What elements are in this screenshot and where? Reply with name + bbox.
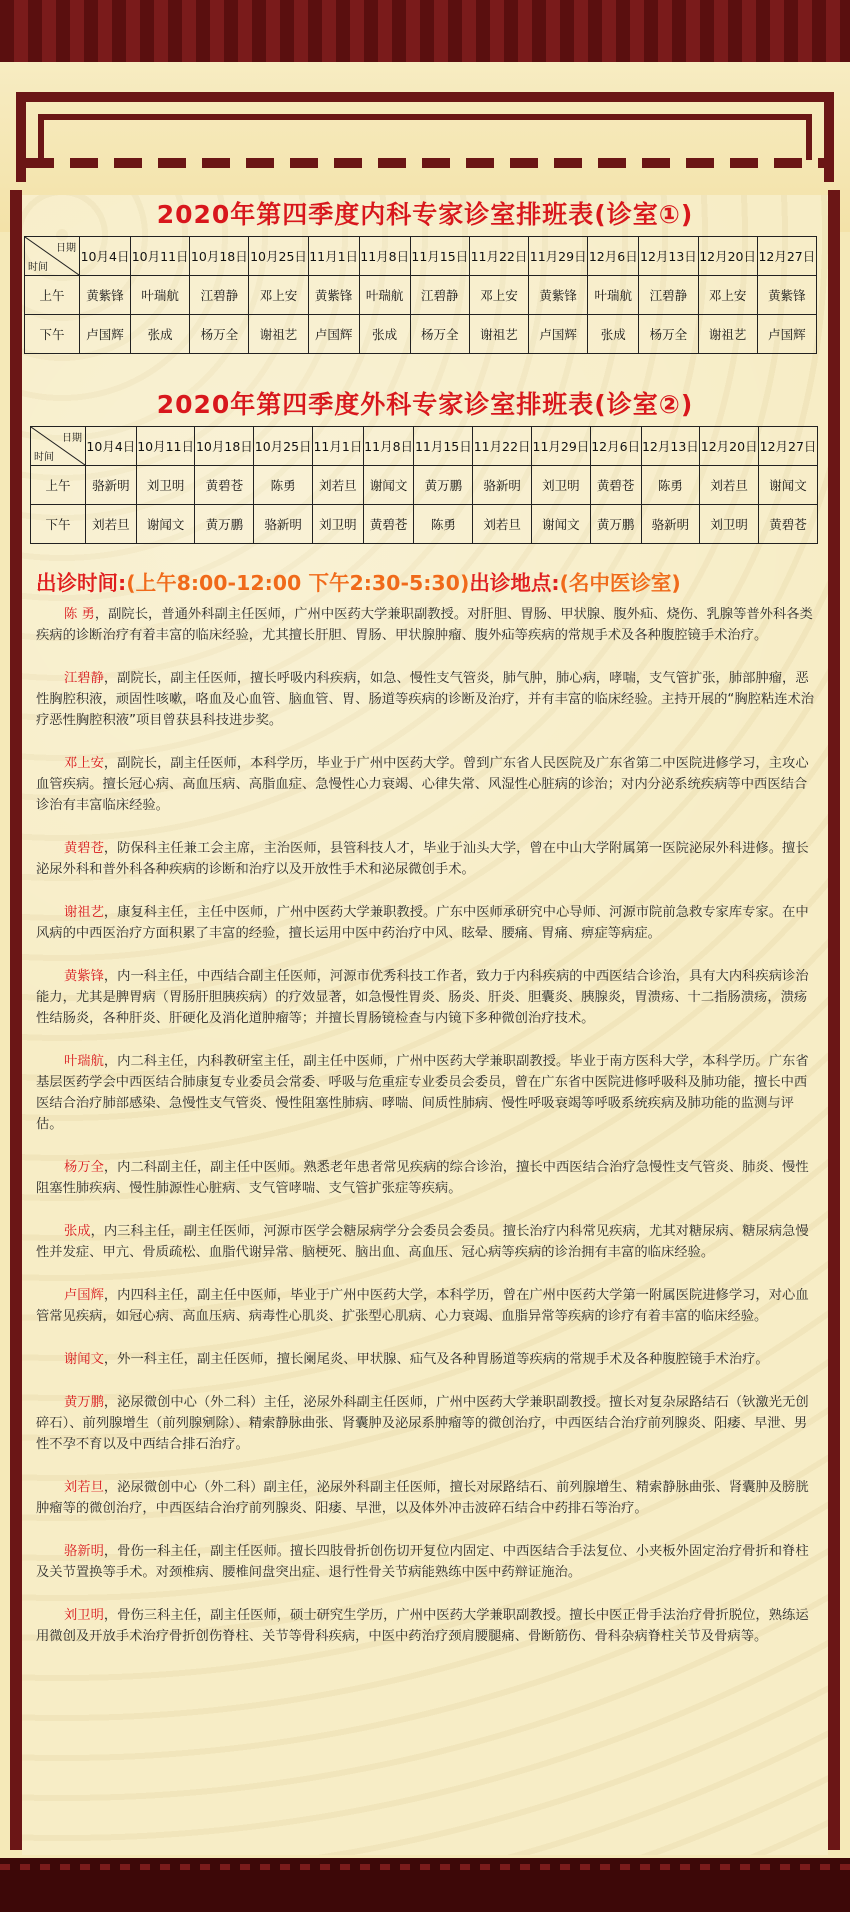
doctor-cell: 陈勇 <box>254 466 313 505</box>
date-header-cell: 11月8日 <box>359 237 410 276</box>
doctor-name: 江碧静 <box>64 671 104 686</box>
period-label: 下午 <box>31 505 86 544</box>
doctor-description: ，外一科主任，副主任医师，擅长阑尾炎、甲状腺、疝气及各种胃肠道等疾病的常规手术及各种腹腔镜手术治疗。 <box>103 1352 769 1367</box>
doctor-cell: 谢闻文 <box>532 505 591 544</box>
place-label: 出诊地点: <box>469 571 560 595</box>
doctor-name: 叶瑞航 <box>64 1054 104 1069</box>
doctor-name: 刘卫明 <box>64 1608 104 1623</box>
doctor-name: 骆新明 <box>64 1544 104 1559</box>
corner-time-label: 时间 <box>34 452 54 463</box>
date-header-cell: 10月4日 <box>80 237 131 276</box>
date-header-cell: 12月6日 <box>588 237 639 276</box>
doctor-cell: 张成 <box>359 315 410 354</box>
doctor-cell: 骆新明 <box>86 466 137 505</box>
left-border <box>10 190 22 1850</box>
doctor-profile <box>36 1051 816 1135</box>
fret-pattern-ornament <box>16 92 834 182</box>
date-header-cell: 12月6日 <box>590 427 641 466</box>
doctor-description: ，内四科主任，副主任中医师，毕业于广州中医药大学，本科学历，曾在广州中医药大学第一附属医院进修学习，对心血管常见疾病，如冠心病、高血压病、病毒性心肌炎、扩张型心肌病、心力衰竭、血脂异常等疾病的诊疗有着丰富的临床经验。 <box>36 1288 809 1324</box>
doctor-profile <box>36 668 816 731</box>
schedule-row <box>31 466 818 505</box>
hours-value: (上午8:00-12:00 下午2:30-5:30) <box>126 571 470 595</box>
doctor-description: ，康复科主任，主任中医师，广州中医药大学兼职教授。广东中医师承研究中心导师、河源市院前急救专家库专家。在中风病的中西医治疗方面积累了丰富的经验，擅长运用中医中药治疗中风、眩晕、腰痛、胃痛、痹症等病症。 <box>36 905 809 941</box>
doctor-cell: 黄紫锋 <box>757 276 816 315</box>
doctor-profile <box>36 966 816 1029</box>
doctor-description: ，内二科副主任，副主任中医师。熟悉老年患者常见疾病的综合诊治，擅长中西医结合治疗急慢性支气管炎、肺炎、慢性阻塞性肺疾病、慢性肺源性心脏病、支气管哮喘、支气管扩张症等疾病。 <box>36 1160 809 1196</box>
date-header-cell: 11月29日 <box>532 427 591 466</box>
doctor-cell: 刘卫明 <box>313 505 364 544</box>
doctor-cell: 叶瑞航 <box>131 276 190 315</box>
doctor-profile <box>36 604 816 646</box>
surgery-schedule-table <box>30 426 818 544</box>
doctor-description: ，泌尿微创中心（外二科）副主任，泌尿外科副主任医师，擅长对尿路结石、前列腺增生、精索静脉曲张、肾囊肿及膀胱肿瘤等的微创治疗，中西医结合治疗前列腺炎、阳痿、早泄，以及体外冲击波碎石结合中药排石等治疗。 <box>36 1480 809 1516</box>
date-header-cell: 12月13日 <box>639 237 698 276</box>
surgery-schedule-title: 2020年第四季度外科专家诊室排班表(诊室②) <box>156 390 694 419</box>
doctor-description: ，副院长，普通外科副主任医师，广州中医药大学兼职副教授。对肝胆、胃肠、甲状腺、腹外疝、烧伤、乳腺等普外科各类疾病的诊断治疗有着丰富的临床经验，尤其擅长肝胆、胃肠、甲状腺肿瘤、腹外疝等疾病的常规手术及各种腹腔镜手术治疗。 <box>36 607 813 643</box>
doctor-cell: 卢国辉 <box>308 315 359 354</box>
doctor-cell: 刘卫明 <box>700 505 759 544</box>
doctor-cell: 黄紫锋 <box>80 276 131 315</box>
corner-date-label: 日期 <box>56 243 76 254</box>
date-header-cell: 11月1日 <box>308 237 359 276</box>
date-header-cell: 11月22日 <box>473 427 532 466</box>
period-label: 下午 <box>25 315 80 354</box>
doctor-profile <box>36 902 816 944</box>
place-value: (名中医诊室) <box>559 571 681 595</box>
medicine-schedule-table <box>24 236 817 354</box>
doctor-name: 谢闻文 <box>64 1352 104 1367</box>
doctor-description: ，内三科主任，副主任医师，河源市医学会糖尿病学分会委员会委员。擅长治疗内科常见疾病，尤其对糖尿病、糖尿病急慢性并发症、甲亢、骨质疏松、血脂代谢异常、脑梗死、脑出血、高血压、冠心病等疾病的诊治拥有丰富的临床经验。 <box>36 1224 809 1260</box>
corner-cell <box>31 427 86 466</box>
doctor-cell: 谢闻文 <box>363 466 414 505</box>
doctor-cell: 邓上安 <box>469 276 528 315</box>
period-label: 上午 <box>25 276 80 315</box>
date-header-cell: 10月25日 <box>254 427 313 466</box>
doctor-cell: 谢闻文 <box>136 505 195 544</box>
doctor-description: ，副院长，副主任医师，本科学历，毕业于广州中医药大学。曾到广东省人民医院及广东省第二中医院进修学习，主攻心血管疾病。擅长冠心病、高血压病、高脂血症、急慢性心力衰竭、心律失常、风湿性心脏病的诊治；对内分泌系统疾病等中西医结合诊治有丰富临床经验。 <box>36 756 809 813</box>
doctor-profile <box>36 1349 816 1370</box>
doctor-name: 杨万全 <box>64 1160 104 1175</box>
doctor-cell: 陈勇 <box>414 505 473 544</box>
doctor-cell: 卢国辉 <box>80 315 131 354</box>
date-header-cell: 12月20日 <box>700 427 759 466</box>
date-header-cell: 11月22日 <box>469 237 528 276</box>
doctor-cell: 杨万全 <box>639 315 698 354</box>
doctor-cell: 黄碧苍 <box>363 505 414 544</box>
doctor-name: 邓上安 <box>64 756 104 771</box>
doctor-description: ，内二科主任，内科教研室主任，副主任中医师，广州中医药大学兼职副教授。毕业于南方医科大学，本科学历。广东省基层医药学会中西医结合肺康复专业委员会常委、呼吸与危重症专业委员会委员，曾在广东省中医院进修呼吸科及肺功能，擅长中西医结合治疗肺部感染、急慢性支气管炎、慢性阻塞性肺病、哮喘、间质性肺病、慢性呼吸衰竭等呼吸系统疾病及肺功能的监测与评估。 <box>36 1054 809 1132</box>
doctor-cell: 邓上安 <box>249 276 308 315</box>
doctor-description: ，内一科主任，中西结合副主任医师，河源市优秀科技工作者，致力于内科疾病的中西医结合诊治，具有大内科疾病诊治能力，尤其是脾胃病（胃肠肝胆胰疾病）的疗效显著，如急慢性胃炎、肠炎、肝炎、胆囊炎、胰腺炎，胃溃疡、十二指肠溃疡，溃疡性结肠炎，各种肝炎、肝硬化及消化道肿瘤等；并擅长胃肠镜检查与内镜下多种微创治疗技术。 <box>36 969 809 1026</box>
doctor-cell: 陈勇 <box>641 466 700 505</box>
date-header-cell: 10月11日 <box>136 427 195 466</box>
corner-date-label: 日期 <box>62 433 82 444</box>
doctor-cell: 谢祖艺 <box>469 315 528 354</box>
doctor-name: 陈 勇 <box>64 607 95 622</box>
corner-time-label: 时间 <box>28 262 48 273</box>
doctor-cell: 张成 <box>588 315 639 354</box>
doctor-cell: 黄万鹏 <box>414 466 473 505</box>
doctor-description: ，防保科主任兼工会主席，主治医师，县管科技人才，毕业于汕头大学，曾在中山大学附属第一医院泌尿外科进修。擅长泌尿外科和普外科各种疾病的诊断和治疗以及开放性手术和泌尿微创手术。 <box>36 841 809 877</box>
date-header-cell: 10月25日 <box>249 237 308 276</box>
doctor-cell: 张成 <box>131 315 190 354</box>
doctor-name: 张成 <box>64 1224 91 1239</box>
top-ornament-banner <box>0 0 850 66</box>
schedule-header-row <box>25 237 817 276</box>
doctor-cell: 刘卫明 <box>532 466 591 505</box>
date-header-cell: 10月4日 <box>86 427 137 466</box>
doctor-cell: 江碧静 <box>190 276 249 315</box>
doctor-cell: 黄紫锋 <box>529 276 588 315</box>
doctor-cell: 黄万鹏 <box>590 505 641 544</box>
doctor-profile <box>36 1477 816 1519</box>
doctor-profile <box>36 838 816 880</box>
doctor-profile <box>36 1392 816 1455</box>
doctor-cell: 刘若旦 <box>700 466 759 505</box>
date-header-cell: 12月20日 <box>698 237 757 276</box>
doctor-cell: 刘卫明 <box>136 466 195 505</box>
clinic-hours-line <box>36 566 681 596</box>
period-label: 上午 <box>31 466 86 505</box>
doctor-profile <box>36 1221 816 1263</box>
doctor-cell: 江碧静 <box>410 276 469 315</box>
schedule-row <box>31 505 818 544</box>
schedule-row <box>25 315 817 354</box>
date-header-cell: 11月8日 <box>363 427 414 466</box>
doctor-cell: 谢闻文 <box>759 466 818 505</box>
date-header-cell: 11月29日 <box>529 237 588 276</box>
doctor-description: ，骨伤三科主任，副主任医师，硕士研究生学历，广州中医药大学兼职副教授。擅长中医正骨手法治疗骨折脱位，熟练运用微创及开放手术治疗骨折创伤脊柱、关节等骨科疾病，中医中药治疗颈肩腰腿痛、骨断筋伤、骨科杂病脊柱关节及骨病等。 <box>36 1608 809 1644</box>
bottom-ornament-banner <box>0 1858 850 1912</box>
doctor-cell: 黄紫锋 <box>308 276 359 315</box>
doctor-cell: 谢祖艺 <box>249 315 308 354</box>
doctor-name: 刘若旦 <box>64 1480 104 1495</box>
date-header-cell: 12月13日 <box>641 427 700 466</box>
date-header-cell: 11月15日 <box>414 427 473 466</box>
doctor-name: 卢国辉 <box>64 1288 104 1303</box>
doctor-cell: 卢国辉 <box>757 315 816 354</box>
right-border <box>828 190 840 1850</box>
doctor-cell: 卢国辉 <box>529 315 588 354</box>
doctor-profile <box>36 753 816 816</box>
doctor-description: ，副院长，副主任医师，擅长呼吸内科疾病，如急、慢性支气管炎，肺气肿，肺心病，哮喘，支气管扩张，肺部肿瘤，恶性胸腔积液，顽固性咳嗽，咯血及心血管、脑血管、胃、肠道等疾病的诊断及治疗，并有丰富的临床经验。主持开展的“胸腔粘连术治疗恶性胸腔积液”项目曾获县科技进步奖。 <box>36 671 815 728</box>
doctor-name: 谢祖艺 <box>64 905 104 920</box>
hours-label: 出诊时间: <box>36 571 127 595</box>
doctor-cell: 黄碧苍 <box>590 466 641 505</box>
doctor-name: 黄万鹏 <box>64 1395 104 1410</box>
doctor-cell: 叶瑞航 <box>359 276 410 315</box>
doctor-description: ，泌尿微创中心（外二科）主任，泌尿外科副主任医师，广州中医药大学兼职副教授。擅长对复杂尿路结石（钬激光无创碎石）、前列腺增生（前列腺剜除）、精索静脉曲张、肾囊肿及泌尿系肿瘤等的微创治疗，中西医结合治疗前列腺炎、阳痿、早泄、男性不孕不育以及中西结合排石治疗。 <box>36 1395 809 1452</box>
doctor-cell: 江碧静 <box>639 276 698 315</box>
doctor-cell: 叶瑞航 <box>588 276 639 315</box>
corner-cell <box>25 237 80 276</box>
date-header-cell: 12月27日 <box>759 427 818 466</box>
date-header-cell: 12月27日 <box>757 237 816 276</box>
date-header-cell: 10月11日 <box>131 237 190 276</box>
doctor-cell: 骆新明 <box>254 505 313 544</box>
doctor-cell: 骆新明 <box>641 505 700 544</box>
doctor-cell: 刘若旦 <box>86 505 137 544</box>
schedule-header-row <box>31 427 818 466</box>
doctor-profiles <box>36 604 816 1669</box>
date-header-cell: 11月15日 <box>410 237 469 276</box>
doctor-cell: 骆新明 <box>473 466 532 505</box>
doctor-cell: 邓上安 <box>698 276 757 315</box>
doctor-cell: 刘若旦 <box>473 505 532 544</box>
date-header-cell: 11月1日 <box>313 427 364 466</box>
doctor-profile <box>36 1605 816 1647</box>
doctor-cell: 谢祖艺 <box>698 315 757 354</box>
doctor-name: 黄紫锋 <box>64 969 104 984</box>
doctor-description: ，骨伤一科主任，副主任医师。擅长四肢骨折创伤切开复位内固定、中西医结合手法复位、小夹板外固定治疗骨折和脊柱及关节置换等手术。对颈椎病、腰椎间盘突出症、退行性骨关节病能熟练中医中药辩证施治。 <box>36 1544 809 1580</box>
schedule-row <box>25 276 817 315</box>
date-header-cell: 10月18日 <box>190 237 249 276</box>
date-header-cell: 10月18日 <box>195 427 254 466</box>
doctor-cell: 杨万全 <box>190 315 249 354</box>
doctor-cell: 黄碧苍 <box>759 505 818 544</box>
doctor-profile <box>36 1157 816 1199</box>
medicine-schedule-title: 2020年第四季度内科专家诊室排班表(诊室①) <box>156 200 694 229</box>
doctor-cell: 黄万鹏 <box>195 505 254 544</box>
doctor-profile <box>36 1285 816 1327</box>
doctor-cell: 刘若旦 <box>313 466 364 505</box>
doctor-cell: 杨万全 <box>410 315 469 354</box>
doctor-profile <box>36 1541 816 1583</box>
doctor-name: 黄碧苍 <box>64 841 104 856</box>
doctor-cell: 黄碧苍 <box>195 466 254 505</box>
